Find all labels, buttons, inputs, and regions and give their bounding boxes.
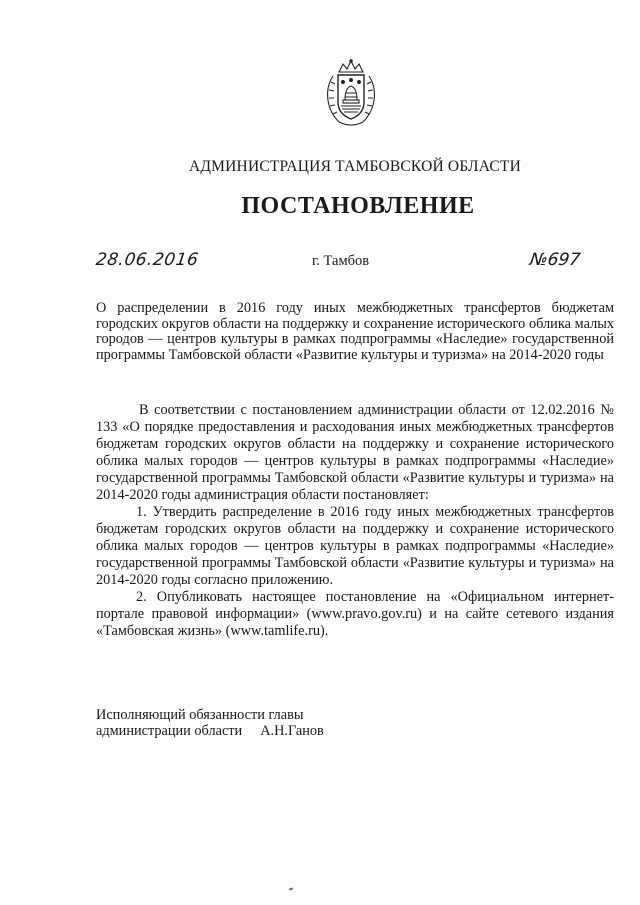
document-type-title: ПОСТАНОВЛЕНИЕ (241, 193, 475, 219)
signatory-name: А.Н.Ганов (260, 723, 324, 739)
body-item-1: 1. Утвердить распределение в 2016 году иных межбюджетных трансфертов бюджетам городских округов области на поддержку и сохранение исторического облика малых городов — центров культуры в рамках подпрограммы «Наследие» государственной программы Тамбовской области «Развитие культуры и туризма» на 2014-2020 годы согласно приложению. (96, 504, 614, 588)
signature-position-text: администрации области (96, 723, 243, 739)
signature-position-line-1: Исполняющий обязанности главы (96, 707, 304, 723)
document-number: №697 (528, 250, 582, 270)
scan-speck (289, 887, 293, 890)
signature-position-line-2 (96, 723, 324, 739)
signature-block (96, 707, 324, 739)
document-body (96, 402, 614, 640)
body-item-2: 2. Опубликовать настоящее постановление на «Официальном интернет-портале правовой информации» (www.pravo.gov.ru) и на сайте сетевого издания «Тамбовская жизнь» (www.tamlife.ru). (96, 589, 614, 639)
organization-name: АДМИНИСТРАЦИЯ ТАМБОВСКОЙ ОБЛАСТИ (189, 158, 521, 175)
tambov-coat-of-arms-icon (321, 58, 381, 130)
document-date: 28.06.2016 (94, 250, 200, 270)
document-subject: О распределении в 2016 году иных межбюджетных трансфертов бюджетам городских округов области на поддержку и сохранение исторического облика малых городов — центров культуры в рамках подпрограммы «Наследие» государственной программы Тамбовской области «Развитие культуры и туризма» на 2014-2020 годы (96, 300, 614, 363)
document-city: г. Тамбов (312, 253, 370, 269)
body-preamble: В соответствии с постановлением администрации области от 12.02.2016 № 133 «О порядке предоставления и расходования иных межбюджетных трансфертов бюджетам городских округов области на поддержку и сохранение исторического облика малых городов — центров культуры в рамках подпрограммы «Наследие» государственной программы Тамбовской области «Развитие культуры и туризма» на 2014-2020 годы администрация области постановляет: (96, 402, 614, 503)
